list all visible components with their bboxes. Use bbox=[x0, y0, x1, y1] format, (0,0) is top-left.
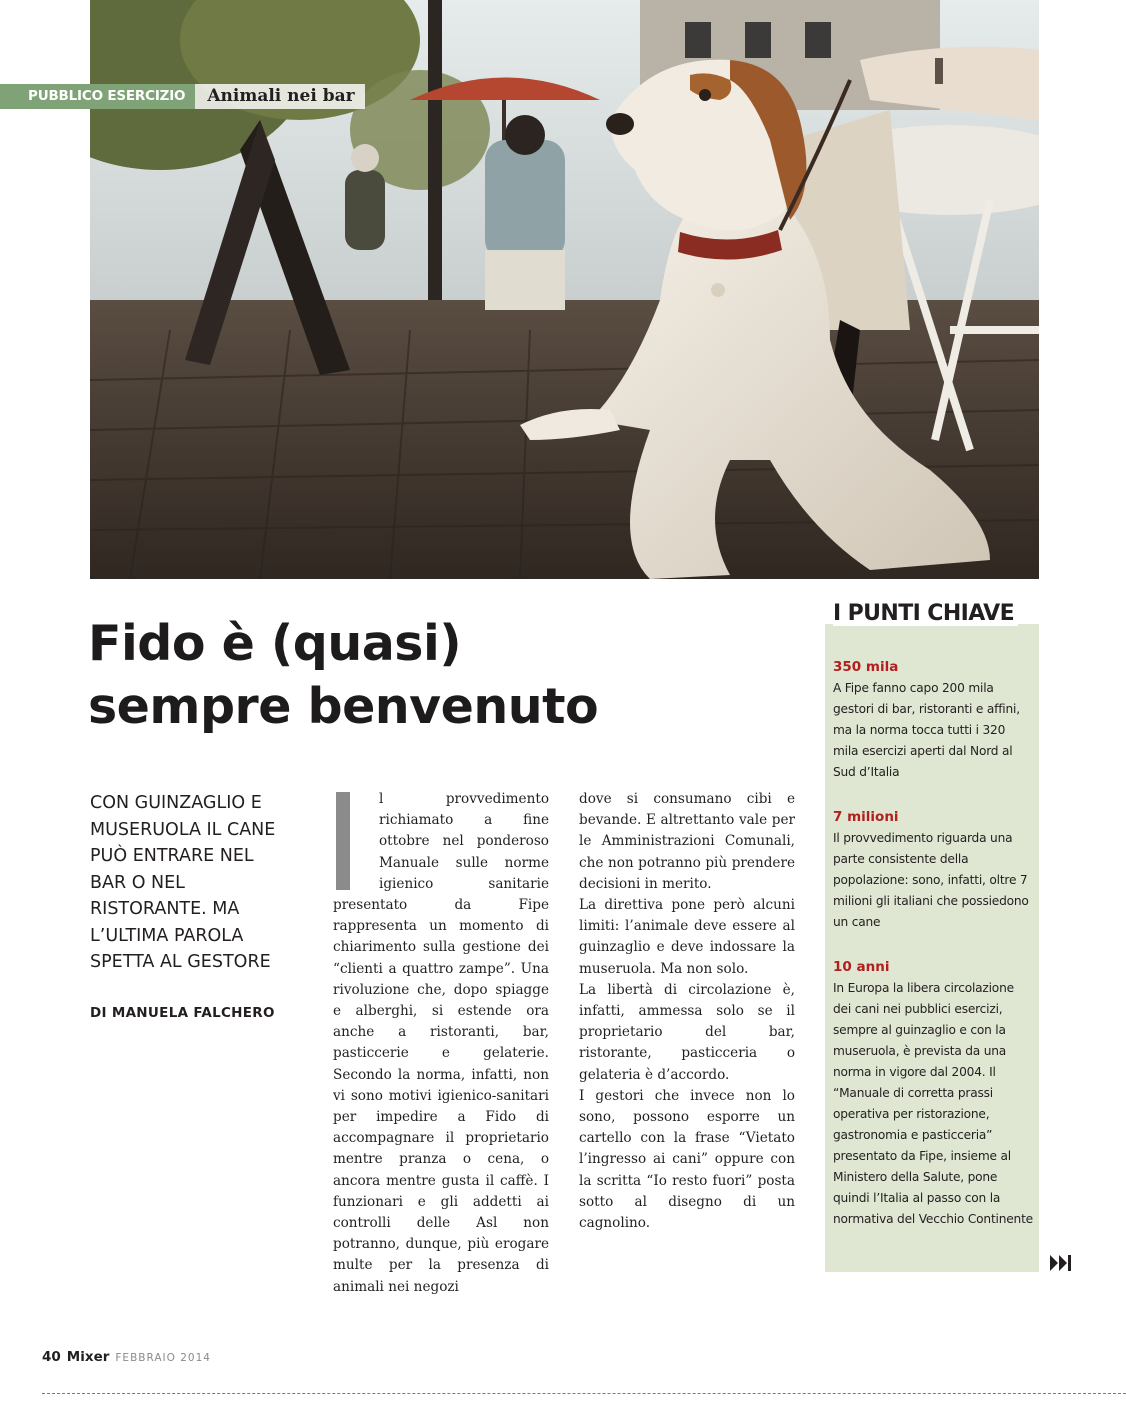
page-footer bbox=[42, 1349, 211, 1365]
key-point bbox=[833, 658, 1033, 783]
key-point bbox=[833, 958, 1033, 1230]
key-point-text: A Fipe fanno capo 200 mila gestori di bar, ristoranti e affini, ma la norma tocca tutti i 320 mila esercizi aperti dal Nord al Sud d’Italia bbox=[833, 681, 1020, 779]
drop-cap bbox=[333, 792, 373, 890]
section-topic: Animali nei bar bbox=[195, 84, 364, 109]
headline-line-1: Fido è (quasi) bbox=[88, 615, 462, 672]
key-points-title: I PUNTI CHIAVE bbox=[833, 601, 1018, 626]
body-paragraph: dove si consumano cibi e bevande. E altrettanto vale per le Amministrazioni Comunali, che non potranno più prendere decisioni in merito. bbox=[579, 791, 795, 892]
article-headline bbox=[88, 612, 788, 738]
body-column-2 bbox=[579, 789, 795, 1234]
section-label: PUBBLICO ESERCIZIO bbox=[0, 84, 195, 109]
body-paragraph: La libertà di circolazione è, infatti, ammessa solo se il proprietario del bar, ristorante, pasticceria o gelateria è d’accordo. bbox=[579, 981, 795, 1083]
key-point-text: Il provvedimento riguarda una parte consistente della popolazione: sono, infatti, oltre 7 milioni gli italiani che possiedono un cane bbox=[833, 831, 1029, 929]
page-trim-line bbox=[42, 1393, 1126, 1394]
article-byline: DI MANUELA FALCHERO bbox=[90, 1005, 275, 1021]
headline-line-2: sempre benvenuto bbox=[88, 678, 599, 735]
key-point-heading: 7 milioni bbox=[833, 809, 899, 825]
key-point bbox=[833, 808, 1033, 933]
page-number: 40 bbox=[42, 1349, 61, 1365]
body-paragraph: I gestori che invece non lo sono, possono esporre un cartello con la frase “Vietato l’ingresso ai cani” oppure con la scritta “Io resto fuori” posta sotto al disegno di un cagnolino. bbox=[579, 1087, 795, 1232]
magazine-name: Mixer bbox=[66, 1349, 110, 1365]
key-point-heading: 10 anni bbox=[833, 959, 890, 975]
key-point-text: In Europa la libera circolazione dei cani nei pubblici esercizi, sempre al guinzaglio e con la museruola, è prevista da una norma in vigore dal 2004. Il “Manuale di corretta prassi operativa per ristorazione, gastronomia e pasticceria” presentato da Fipe, insieme al Ministero della Salute, pone quindi l’Italia al passo con la normativa del Vecchio Continente bbox=[833, 981, 1033, 1226]
issue-date: FEBBRAIO 2014 bbox=[115, 1352, 211, 1364]
body-paragraph: l provvedimento richiamato a fine ottobre nel ponderoso Manuale sulle norme igienico sanitarie presentato da Fipe rappresenta un momento di chiarimento sulla gestione dei “clienti a quattro zampe”. Una rivoluzione che, dopo spiagge e alberghi, si estende ora anche a ristoranti, bar, pasticcerie e gelaterie. Secondo la norma, infatti, non vi sono motivi igienico-sanitari per impedire a Fido di accompagnare il proprietario mentre pranza o cena, o ancora mentre gusta il caffè. I funzionari e gli addetti ai controlli delle Asl non potranno, dunque, più erogare multe per la presenza di animali nei negozi bbox=[333, 791, 549, 1295]
body-paragraph: La direttiva pone però alcuni limiti: l’animale deve essere al guinzaglio e deve indossare la museruola. Ma non solo. bbox=[579, 897, 795, 977]
article-subtitle: CON GUINZAGLIO E MUSERUOLA IL CANE PUÒ ENTRARE NEL BAR O NEL RISTORANTE. MA L’ULTIMA PAROLA SPETTA AL GESTORE bbox=[90, 793, 276, 972]
key-point-heading: 350 mila bbox=[833, 659, 899, 675]
section-tag bbox=[0, 84, 365, 109]
body-column-1 bbox=[333, 789, 549, 1298]
fast-forward-icon[interactable] bbox=[1049, 1253, 1073, 1273]
